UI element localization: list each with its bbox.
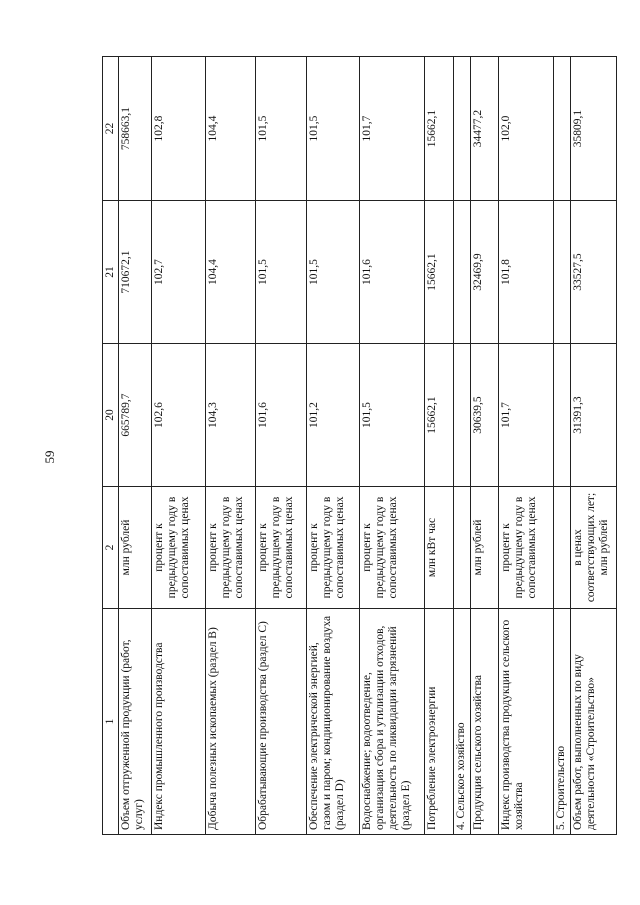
table-row (571, 57, 617, 835)
value-cell-22: 101,7 (360, 57, 425, 201)
header-cell-22: 22 (103, 57, 119, 201)
header-row (103, 57, 119, 835)
value-cell-21: 102,7 (152, 201, 206, 344)
value-cell-20: 30639,5 (471, 344, 499, 487)
table-row (256, 57, 307, 835)
indicator-label: Объем работ, выполненных по виду деятельности «Строительство» (571, 609, 617, 835)
unit-cell: процент к предыдущему году в сопоставимых ценах (206, 487, 256, 609)
value-cell-20: 101,5 (360, 344, 425, 487)
indicator-label: Индекс производства продукции сельского хозяйства (499, 609, 554, 835)
value-cell-20: 665789,7 (119, 344, 152, 487)
indicator-label: Продукция сельского хозяйства (471, 609, 499, 835)
indicator-label: Добыча полезных ископаемых (раздел B) (206, 609, 256, 835)
value-cell-22: 35809,1 (571, 57, 617, 201)
section-title: 4. Сельское хозяйство (454, 609, 471, 835)
table-row (206, 57, 256, 835)
value-cell-22: 101,5 (256, 57, 307, 201)
page-number: 59 (42, 450, 57, 464)
empty-cell (554, 344, 571, 487)
value-cell-21: 101,5 (307, 201, 360, 344)
indicator-label: Обрабатывающие производства (раздел C) (256, 609, 307, 835)
header-cell-1: 1 (103, 609, 119, 835)
empty-cell (454, 57, 471, 201)
value-cell-21: 101,6 (360, 201, 425, 344)
header-cell-2: 2 (103, 487, 119, 609)
indicator-label: Объем отгруженной продукции (работ, услуг) (119, 609, 152, 835)
value-cell-20: 101,7 (499, 344, 554, 487)
value-cell-20: 104,3 (206, 344, 256, 487)
table-row (119, 57, 152, 835)
unit-cell: процент к предыдущему году в сопоставимых ценах (152, 487, 206, 609)
table-row (152, 57, 206, 835)
value-cell-22: 758663,1 (119, 57, 152, 201)
indicator-label: Водоснабжение; водоотведение, организация сбора и утилизации отходов, деятельность по ликвидации загрязнений (раздел E) (360, 609, 425, 835)
empty-cell (454, 344, 471, 487)
value-cell-21: 710672,1 (119, 201, 152, 344)
value-cell-21: 104,4 (206, 201, 256, 344)
empty-cell (554, 57, 571, 201)
value-cell-21: 101,8 (499, 201, 554, 344)
unit-cell: млн рублей (471, 487, 499, 609)
unit-cell: в ценах соответствующих лет; млн рублей (571, 487, 617, 609)
unit-cell: процент к предыдущему году в сопоставимых ценах (499, 487, 554, 609)
value-cell-20: 101,6 (256, 344, 307, 487)
indicator-label: Обеспечение электрической энергией, газом и паром; кондиционирование воздуха (раздел D) (307, 609, 360, 835)
section-title: 5. Строительство (554, 609, 571, 835)
value-cell-22: 15662,1 (425, 57, 454, 201)
unit-cell: процент к предыдущему году в сопоставимых ценах (256, 487, 307, 609)
empty-cell (454, 487, 471, 609)
indicator-label: Потребление электроэнергии (425, 609, 454, 835)
table-row (307, 57, 360, 835)
value-cell-21: 15662,1 (425, 201, 454, 344)
empty-cell (554, 201, 571, 344)
value-cell-21: 33527,5 (571, 201, 617, 344)
value-cell-21: 101,5 (256, 201, 307, 344)
value-cell-22: 104,4 (206, 57, 256, 201)
value-cell-22: 34477,2 (471, 57, 499, 201)
indicators-table (102, 56, 617, 835)
section-row (454, 57, 471, 835)
value-cell-22: 101,5 (307, 57, 360, 201)
unit-cell: млн кВт час (425, 487, 454, 609)
section-row (554, 57, 571, 835)
value-cell-22: 102,8 (152, 57, 206, 201)
empty-cell (454, 201, 471, 344)
value-cell-20: 31391,3 (571, 344, 617, 487)
rotated-table-container (102, 57, 610, 835)
value-cell-22: 102,0 (499, 57, 554, 201)
value-cell-20: 101,2 (307, 344, 360, 487)
value-cell-21: 32469,9 (471, 201, 499, 344)
table-row (471, 57, 499, 835)
empty-cell (554, 487, 571, 609)
indicator-label: Индекс промышленного производства (152, 609, 206, 835)
table-row (360, 57, 425, 835)
unit-cell: процент к предыдущему году в сопоставимых ценах (307, 487, 360, 609)
table-row (499, 57, 554, 835)
table-row (425, 57, 454, 835)
value-cell-20: 15662,1 (425, 344, 454, 487)
value-cell-20: 102,6 (152, 344, 206, 487)
header-cell-21: 21 (103, 201, 119, 344)
unit-cell: процент к предыдущему году в сопоставимых ценах (360, 487, 425, 609)
unit-cell: млн рублей (119, 487, 152, 609)
header-cell-20: 20 (103, 344, 119, 487)
